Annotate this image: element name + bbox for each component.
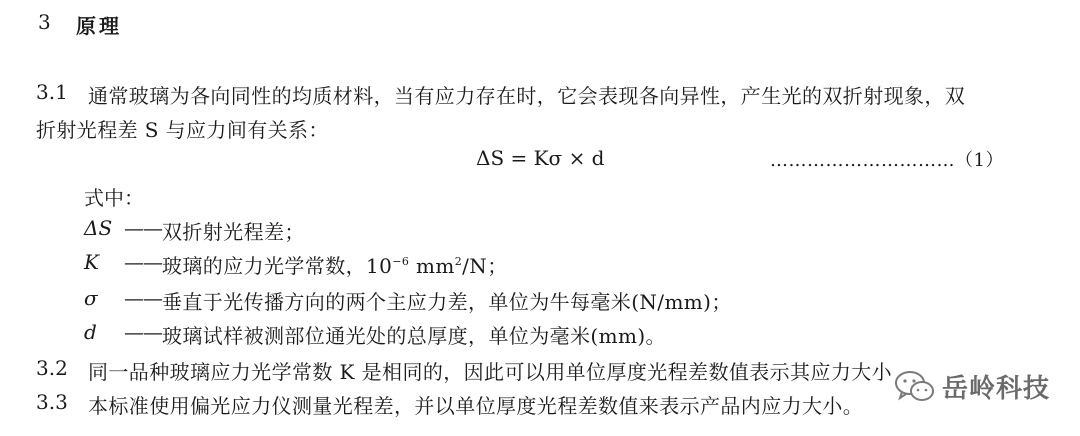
- watermark-text: 岳岭科技: [942, 374, 1051, 404]
- definition-symbol: d: [84, 320, 97, 344]
- where-label: 式中：: [84, 186, 144, 210]
- definition-dash: ——: [124, 320, 162, 344]
- formula-number: …………………………（1）: [770, 150, 1004, 171]
- clause-3-3-text: 本标准使用偏光应力仪测量光程差，并以单位厚度光程差数值来表示产品内应力大小。: [88, 394, 864, 418]
- clause-number: 3.3: [36, 390, 68, 414]
- clause-number: 3.2: [36, 356, 68, 380]
- definition-text: 双折射光程差；: [162, 220, 305, 244]
- clause-3-1-line2: 折射光程差 S 与应力间有关系：: [36, 118, 329, 142]
- watermark: [894, 368, 1050, 405]
- definition-symbol: K: [84, 250, 99, 274]
- definition-symbol: σ: [84, 286, 98, 310]
- clause-3-2-text: 同一品种玻璃应力光学常数 K 是相同的，因此可以用单位厚度光程差数值表示其应力大小: [88, 360, 893, 384]
- wechat-icon: [894, 369, 936, 405]
- formula: ΔS = Kσ × d: [476, 146, 605, 170]
- section-number: 3: [38, 10, 51, 34]
- definition-dash: ——: [124, 250, 162, 274]
- definition-text: 玻璃的应力光学常数，$10^{-6}$ $mm^2/N$；: [162, 254, 508, 278]
- definition-text: 垂直于光传播方向的两个主应力差，单位为牛每毫米(N/mm)；: [162, 290, 732, 314]
- definition-dash: ——: [124, 216, 162, 240]
- definition-text: 玻璃试样被测部位通光处的总厚度，单位为毫米(mm)。: [162, 324, 666, 348]
- definition-symbol: ΔS: [84, 216, 113, 240]
- definition-dash: ——: [124, 286, 162, 310]
- clause-3-1-line1: 通常玻璃为各向同性的均质材料，当有应力存在时，它会表现各向异性，产生光的双折射现象，双: [88, 84, 966, 108]
- clause-number: 3.1: [36, 80, 68, 104]
- section-title: 原理: [76, 14, 122, 38]
